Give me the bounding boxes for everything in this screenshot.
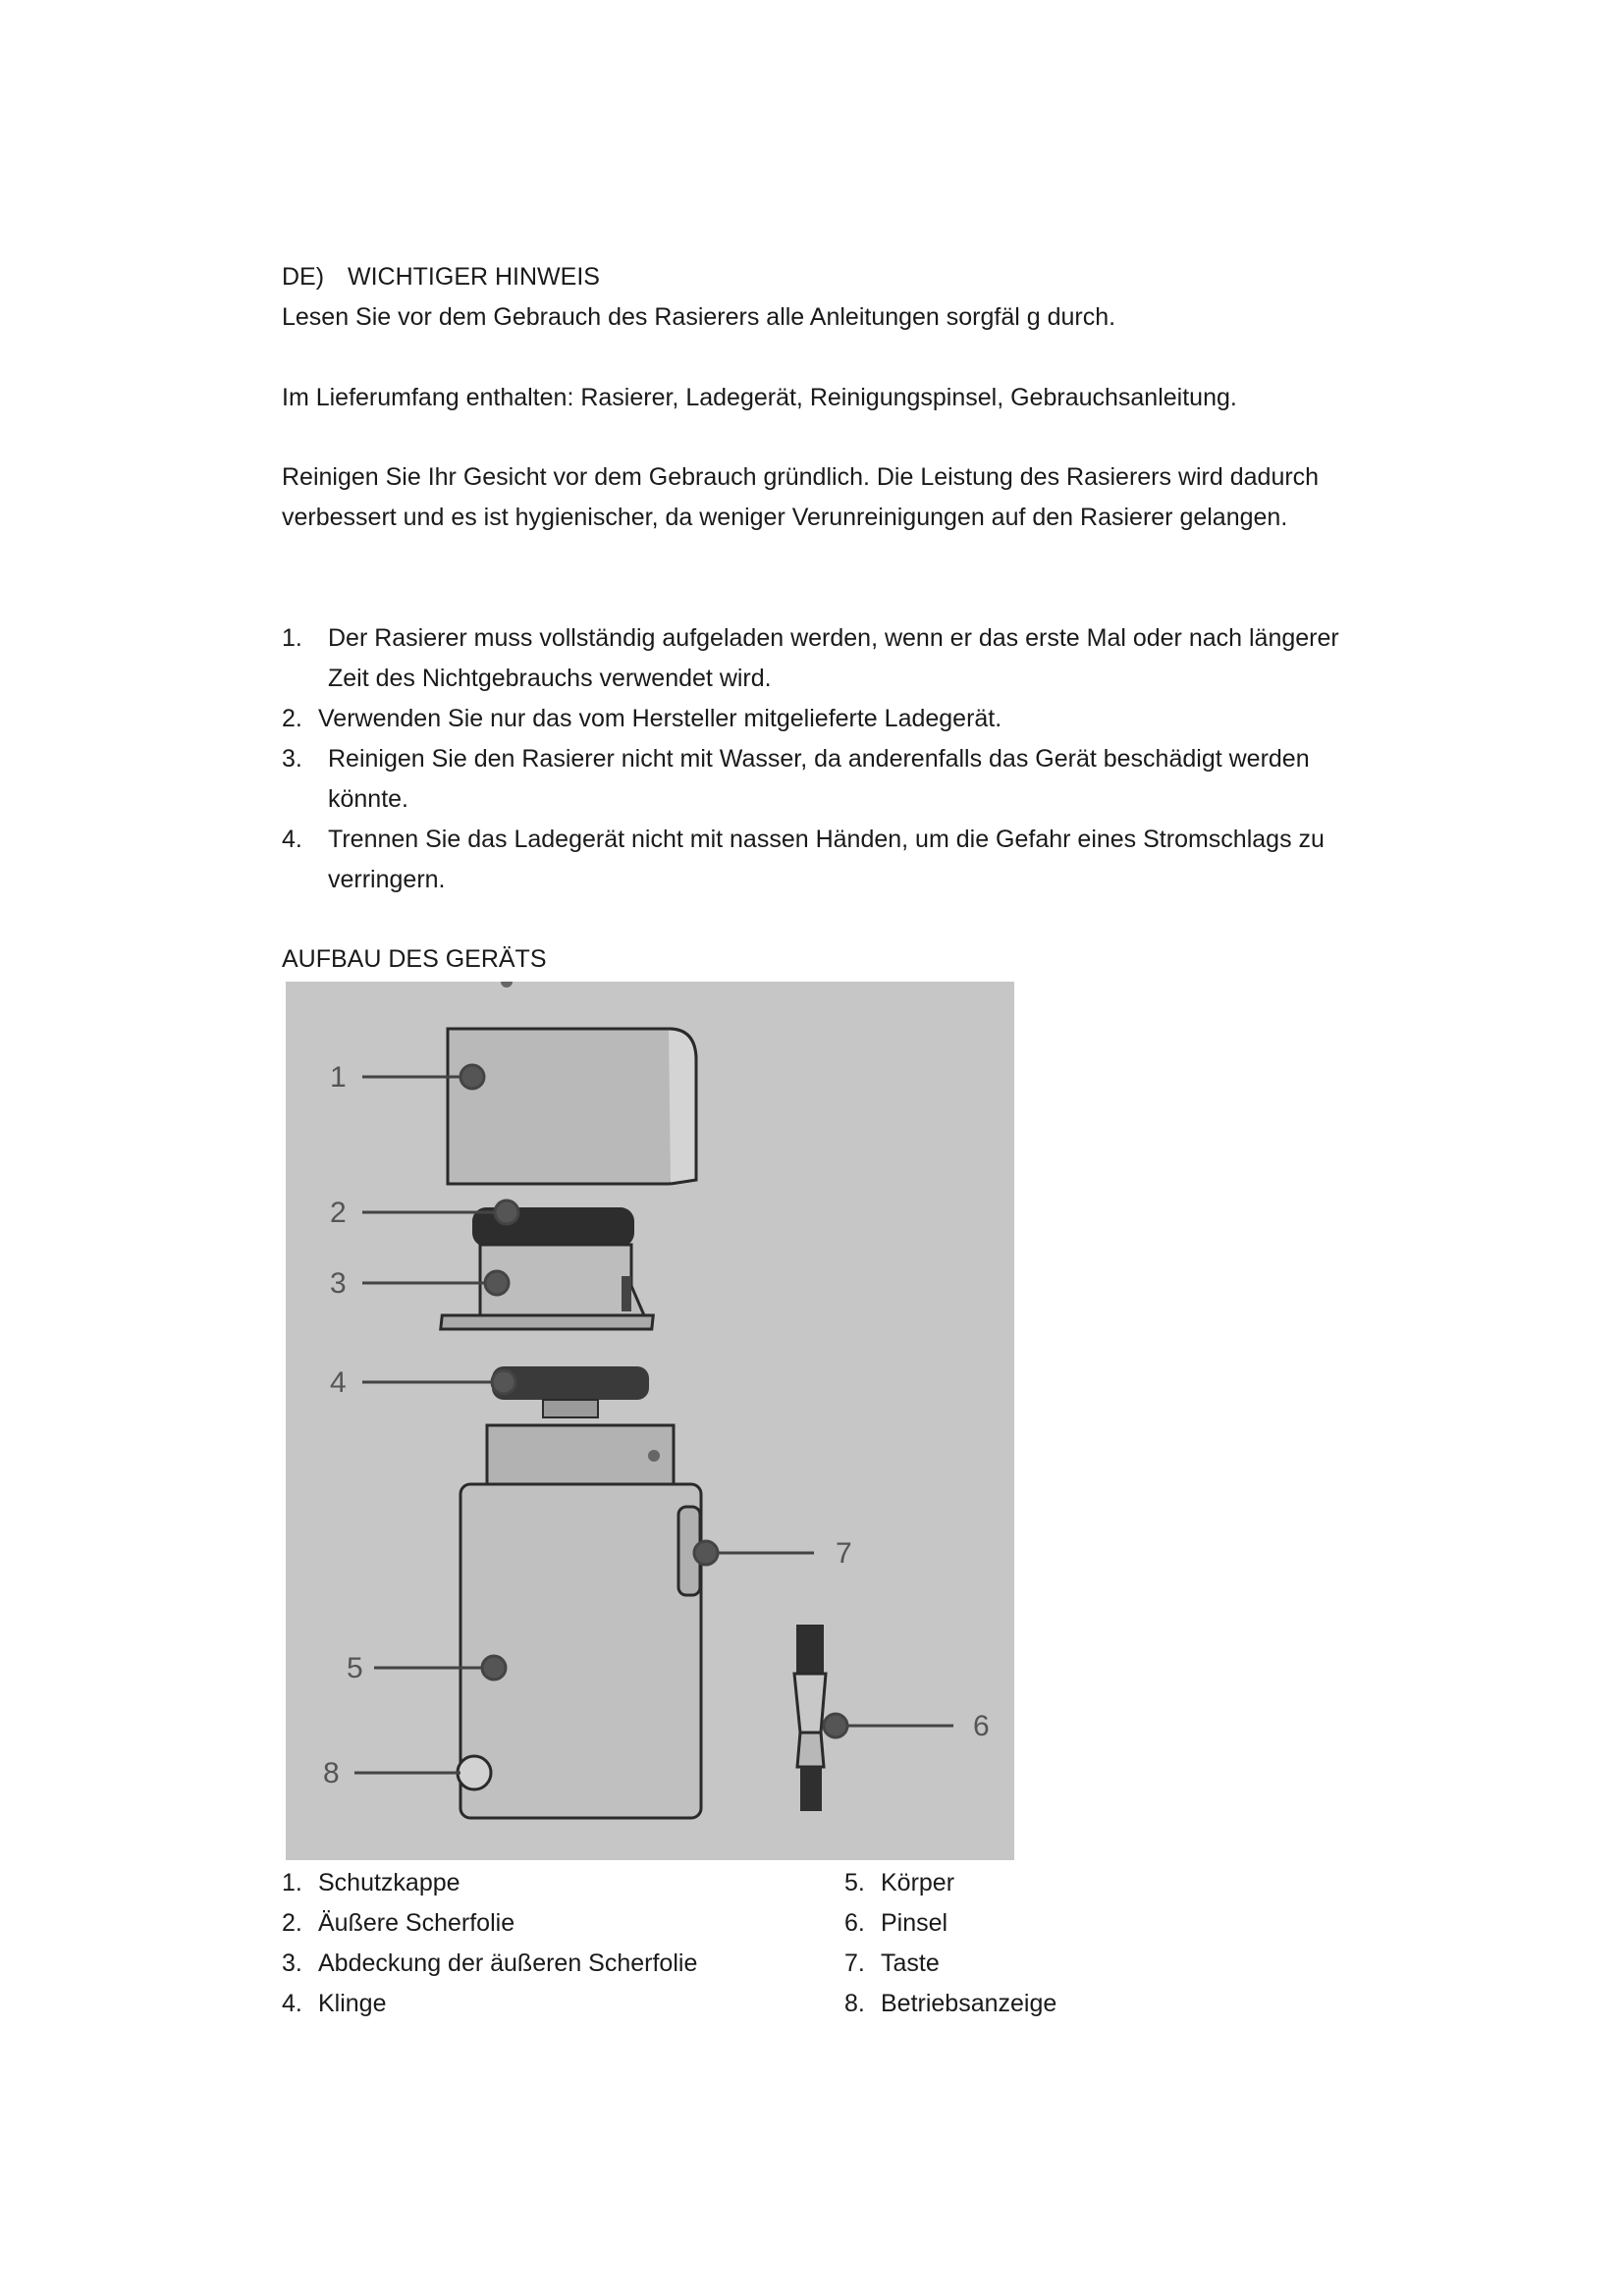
device-diagram [286, 982, 1014, 1860]
callout-5: 5 [347, 1652, 363, 1684]
part-label: Taste [881, 1949, 940, 1977]
part-item [282, 1863, 697, 1903]
instruction-text: Trennen Sie das Ladegerät nicht mit nassen Händen, um die Gefahr eines Stromschlags zu verringern. [328, 826, 1325, 893]
instruction-number: 4. [282, 826, 302, 853]
language-code: DE) [282, 263, 325, 291]
contents-paragraph: Im Lieferumfang enthalten: Rasierer, Ladegerät, Reinigungspinsel, Gebrauchsanleitung. [282, 384, 1237, 411]
part-number: 7. [844, 1949, 865, 1977]
foil-cover-illustration [441, 1207, 653, 1329]
intro-paragraph: Lesen Sie vor dem Gebrauch des Rasierers alle Anleitungen sorgfäl g durch. [282, 303, 1116, 331]
part-label: Abdeckung der äußeren Scherfolie [318, 1949, 698, 1977]
notice-title: WICHTIGER HINWEIS [348, 263, 600, 291]
callout-4: 4 [330, 1366, 347, 1399]
instruction-number: 3. [282, 745, 302, 773]
part-item [844, 1863, 1056, 1903]
part-number: 1. [282, 1869, 302, 1896]
part-label: Schutzkappe [318, 1869, 460, 1896]
part-number: 3. [282, 1949, 302, 1977]
part-item [282, 1984, 697, 2024]
callout-3: 3 [330, 1267, 347, 1300]
part-item [282, 1944, 697, 1984]
part-item [844, 1984, 1056, 2024]
part-label: Betriebsanzeige [881, 1990, 1057, 2017]
part-label: Körper [881, 1869, 955, 1896]
part-item [844, 1944, 1056, 1984]
callout-2: 2 [330, 1197, 347, 1229]
shaver-exploded-view [286, 982, 1014, 1860]
part-number: 6. [844, 1909, 865, 1937]
cap-illustration [448, 1029, 696, 1184]
section-title: AUFBAU DES GERÄTS [282, 945, 547, 973]
instruction-item [282, 699, 1381, 739]
callout-1: 1 [330, 1061, 347, 1094]
instruction-text: Reinigen Sie den Rasierer nicht mit Wasser, da anderenfalls das Gerät beschädigt werden könnte. [328, 745, 1310, 813]
part-number: 8. [844, 1990, 865, 2017]
part-label: Klinge [318, 1990, 387, 2017]
part-item [844, 1903, 1056, 1944]
part-label: Pinsel [881, 1909, 948, 1937]
instruction-number: 2. [282, 705, 302, 732]
callout-8: 8 [323, 1757, 340, 1789]
instruction-text: Der Rasierer muss vollständig aufgeladen werden, wenn er das erste Mal oder nach längerer Zeit des Nichtgebrauchs verwendet wird. [328, 624, 1339, 692]
parts-legend-left [282, 1863, 697, 2024]
instruction-item [282, 820, 1381, 900]
brush-illustration [794, 1625, 826, 1811]
part-number: 2. [282, 1909, 302, 1937]
part-number: 4. [282, 1990, 302, 2017]
instruction-item [282, 618, 1381, 699]
callout-7: 7 [836, 1537, 852, 1570]
part-number: 5. [844, 1869, 865, 1896]
instructions-list [282, 618, 1381, 900]
part-label: Äußere Scherfolie [318, 1909, 515, 1937]
instruction-number: 1. [282, 624, 302, 652]
instruction-text: Verwenden Sie nur das vom Hersteller mitgelieferte Ladegerät. [318, 705, 1002, 732]
part-item [282, 1903, 697, 1944]
blade-illustration [492, 1366, 649, 1417]
instruction-item [282, 739, 1381, 820]
notice-heading [282, 257, 600, 297]
cleaning-paragraph: Reinigen Sie Ihr Gesicht vor dem Gebrauch gründlich. Die Leistung des Rasierers wird dadurch verbessert und es ist hygienischer, da weniger Verunreinigungen auf den Rasierer gelangen. [282, 463, 1320, 531]
parts-legend-right [844, 1863, 1056, 2024]
callout-6: 6 [973, 1710, 990, 1742]
